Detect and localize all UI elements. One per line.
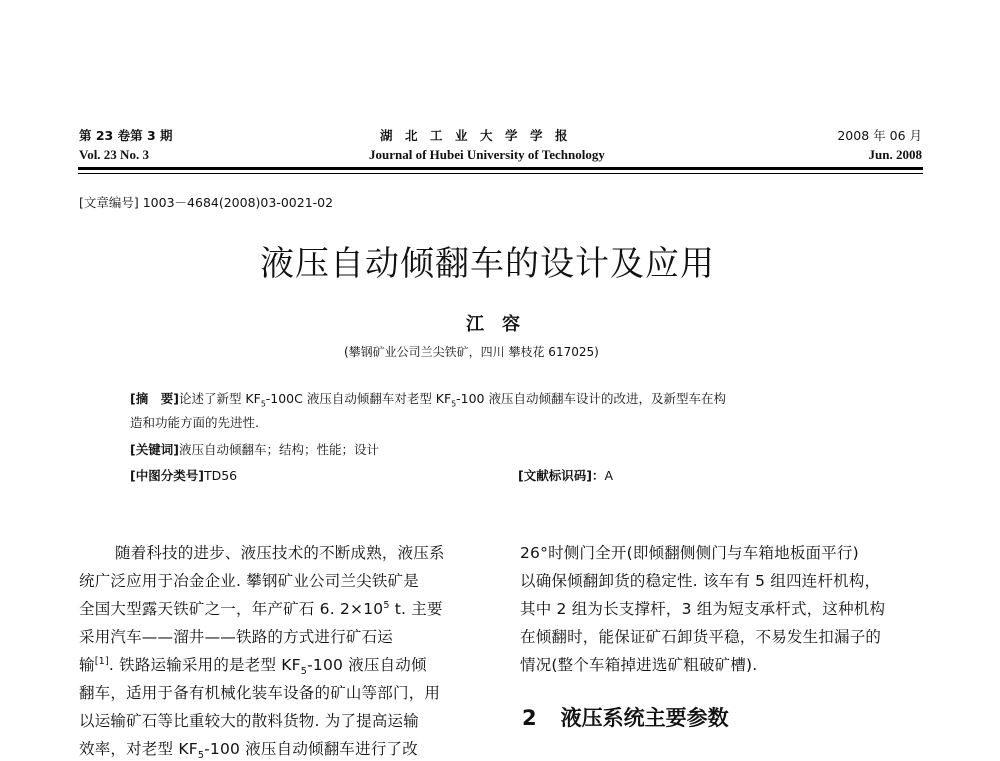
abstract-line-1 [130, 389, 726, 409]
left-line-5-c: -100 液压自动倾 [307, 656, 427, 674]
section-title: 液压系统主要参数 [560, 706, 729, 730]
left-line-6: 翻车，适用于备有机械化装车设备的矿山等部门，用 [79, 684, 441, 702]
clc-number [130, 466, 237, 484]
left-line-3-a: 全国大型露天铁矿之一，年产矿石 6. 2×10 [79, 600, 384, 618]
left-line-2: 统广泛应用于冶金企业. 攀钢矿业公司兰尖铁矿是 [79, 572, 419, 590]
paper-title: 液压自动倾翻车的设计及应用 [260, 244, 715, 284]
article-number: [文章编号] 1003－4684(2008)03-0021-02 [79, 195, 334, 210]
header-rule-thin [78, 173, 923, 174]
document-code-value: A [604, 468, 613, 483]
author: 江 容 [466, 314, 520, 335]
abstract-sub-2: 5 [451, 399, 457, 409]
issue-en: Vol. 23 No. 3 [79, 147, 149, 162]
left-line-1: 随着科技的进步、液压技术的不断成熟，液压系 [115, 544, 445, 562]
left-line-3 [79, 597, 443, 619]
journal-cn: 湖 北 工 业 大 学 学 报 [380, 128, 568, 143]
abstract-line-2: 造和功能方面的先进性. [130, 415, 259, 430]
section-number: 2 [522, 706, 537, 730]
affiliation: (攀钢矿业公司兰尖铁矿，四川 攀枝花 617025) [344, 345, 599, 359]
abstract-sub-1: 5 [260, 399, 266, 409]
right-line-5: 情况(整个车箱掉进选矿粗破矿槽). [520, 656, 758, 674]
left-line-4: 采用汽车——溜井——铁路的方式进行矿石运 [79, 628, 394, 646]
issue-cn: 第 23 卷第 3 期 [79, 128, 173, 143]
left-line-8-b: -100 液压自动倾翻车进行了改 [204, 740, 418, 758]
keywords-label: [关键词] [130, 442, 179, 457]
date-cn: 2008 年 06 月 [837, 128, 922, 143]
abstract-label: [摘 要] [130, 391, 179, 406]
keywords [130, 440, 379, 458]
journal-en: Journal of Hubei University of Technology [369, 147, 605, 162]
right-line-1: 26°时侧门全开(即倾翻侧侧门与车箱地板面平行) [520, 544, 859, 562]
abstract-text-a: 论述了新型 KF [178, 391, 261, 406]
document-code-label: [文献标识码]： [518, 468, 605, 483]
left-line-3-sup: 5 [383, 599, 390, 611]
left-line-8 [79, 737, 418, 761]
left-line-8-a: 效率，对老型 KF [79, 740, 198, 758]
abstract-text-c: -100 液压自动倾翻车设计的改进，及新型车在构 [456, 391, 726, 406]
keywords-text: 液压自动倾翻车；结构；性能；设计 [178, 442, 379, 457]
document-code [518, 466, 613, 484]
section-heading [522, 702, 729, 732]
left-line-5-a: 输 [79, 656, 95, 674]
left-line-5-sup: [1] [94, 655, 109, 667]
right-line-2: 以确保倾翻卸货的稳定性. 该车有 5 组四连杆机构， [520, 572, 881, 590]
right-line-3: 其中 2 组为长支撑杆，3 组为短支承杆式，这种机构 [520, 600, 886, 618]
left-line-5 [79, 653, 427, 677]
left-line-5-sub: 5 [300, 666, 308, 678]
left-line-3-b: t. 主要 [389, 600, 443, 618]
left-line-8-sub: 5 [197, 750, 205, 761]
abstract-text-b: -100C 液压自动倾翻车对老型 KF [265, 391, 452, 406]
clc-value: TD56 [203, 468, 238, 483]
left-line-5-b: . 铁路运输采用的是老型 KF [108, 656, 301, 674]
header-rule-thick [78, 167, 923, 170]
left-line-7: 以运输矿石等比重较大的散料货物. 为了提高运输 [79, 712, 419, 730]
clc-label: [中图分类号] [130, 468, 204, 483]
date-en: Jun. 2008 [868, 147, 922, 162]
right-line-4: 在倾翻时，能保证矿石卸货平稳，不易发生扣漏子的 [520, 628, 882, 646]
